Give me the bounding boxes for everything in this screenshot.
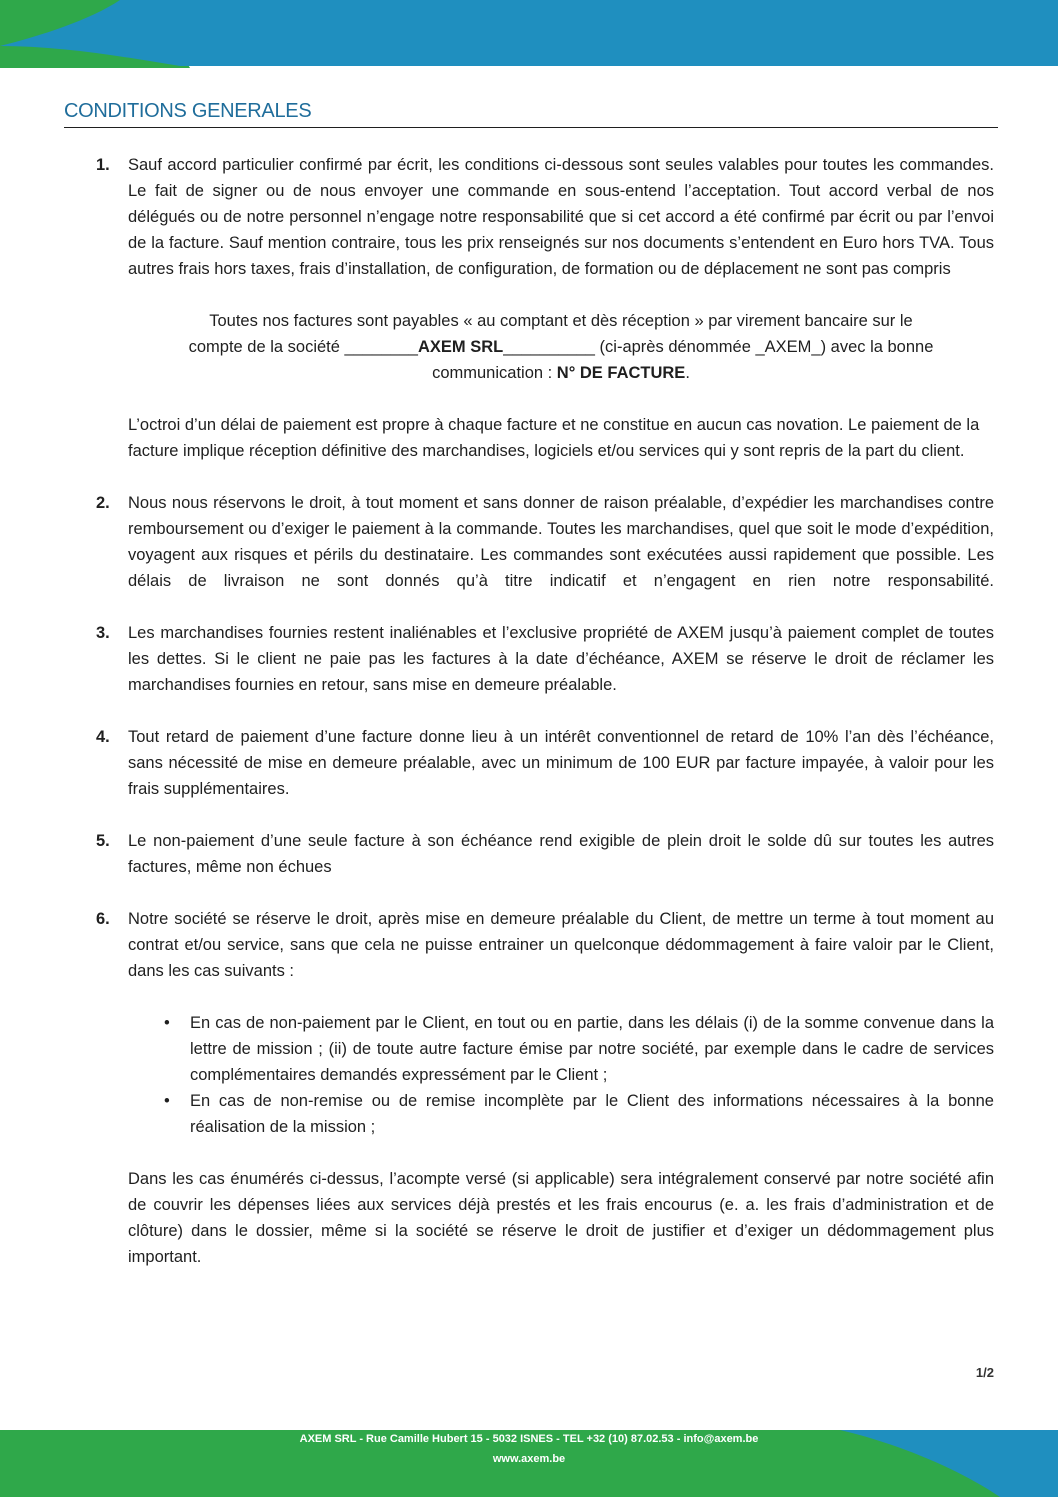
term-text: Notre société se réserve le droit, après mise en demeure préalable du Client, de mettre un terme à tout moment au contrat et/ou service, sans que cela ne puisse entrainer un quelconque dédommagement à faire valoir par le Client, dans les cas suivants : [128,910,994,980]
term-number: 4. [96,728,110,746]
payment-line-3 [128,360,994,386]
term-number: 1. [96,156,110,174]
header-band [0,0,1058,68]
list-item-text: En cas de non-paiement par le Client, en tout ou en partie, dans les délais (i) de la somme convenue dans la lettre de mission ; (ii) de toute autre facture émise par notre société, par exemple dans le cadre de services complémentaires demandés expressément par le Client ; [190,1014,994,1084]
term-number: 6. [96,910,110,928]
term-number: 3. [96,624,110,642]
page-number: 1/2 [975,1365,994,1380]
footer-contact: AXEM SRL - Rue Camille Hubert 15 - 5032 ISNES - TEL +32 (10) 87.02.53 - info@axem.be [299,1433,759,1445]
term-item-5 [96,828,994,880]
payment-reference: N° DE FACTURE [556,364,686,382]
term-item-4 [96,724,994,802]
payment-line-3a: communication : [432,364,557,382]
term-item-6 [96,906,994,1270]
term-text: Tout retard de paiement d’une facture donne lieu à un intérêt conventionnel de retard de 10% l’an dès l’échéance, sans nécessité de mise en demeure préalable, avec un minimum de 100 EUR par facture impayée, à valoir pour les frais supplémentaires. [128,728,994,798]
blank-line: __________ [503,338,595,356]
payment-line-2b: (ci-après dénommée _AXEM_) avec la bonne [594,338,934,356]
bullet-icon: • [164,1092,170,1110]
payment-line-2 [128,334,994,360]
bullet-icon: • [164,1014,170,1032]
term-text: Le non-paiement d’une seule facture à son échéance rend exigible de plein droit le solde dû sur toutes les autres factures, même non échues [128,832,994,876]
term-number: 5. [96,832,110,850]
page-title: CONDITIONS GENERALES [64,100,998,128]
termination-cases-list [128,1010,994,1140]
payment-line-1: Toutes nos factures sont payables « au comptant et dès réception » par virement bancaire sur le [209,312,913,330]
payment-line-3b: . [685,364,690,382]
company-name: AXEM SRL [417,338,504,356]
term-text-secondary: L’octroi d’un délai de paiement est propre à chaque facture et ne constitue en aucun cas novation. Le paiement de la facture implique réception définitive des marchandises, logiciels et/ou services qui y sont repris de la part du client. [128,416,980,460]
payment-line-2a: compte de la société [188,338,345,356]
list-item [164,1010,994,1088]
terms-body [96,152,994,1270]
term-number: 2. [96,494,110,512]
payment-instructions [128,308,994,386]
term-item-1 [96,152,994,464]
footer-website: www.axem.be [492,1453,566,1465]
term-text: Les marchandises fournies restent inaliénables et l’exclusive propriété de AXEM jusqu’à paiement complet de toutes les dettes. Si le client ne paie pas les factures à la date d’échéance, AXEM se réserve le droit de réclamer les marchandises fournies en retour, sans mise en demeure préalable. [128,624,994,694]
term-text: Nous nous réservons le droit, à tout moment et sans donner de raison préalable, d’expédier les marchandises contre remboursement ou d’exiger le paiement à la commande. Toutes les marchandises, quel que soit le mode d’expédition, voyagent aux risques et périls du destinataire. Les commandes sont exécutées aussi rapidement que possible. Les délais de livraison ne sont donnés qu’à titre indicatif et n’engagent en rien notre responsabilité. [128,494,994,590]
list-item-text: En cas de non-remise ou de remise incomplète par le Client des informations nécessaires à la bonne réalisation de la mission ; [190,1092,994,1136]
blank-line: ________ [344,338,418,356]
term-item-3 [96,620,994,698]
header-blue-shape-main [0,0,1058,66]
term-item-2 [96,490,994,594]
term-text-secondary: Dans les cas énumérés ci-dessus, l’acompte versé (si applicable) sera intégralement conservé par notre société afin de couvrir les dépenses liées aux services déjà prestés et les frais encourus (e. a. les frais d’administration et de clôture) dans le dossier, même si la société se réserve le droit de justifier et d’exiger un dédommagement plus important. [128,1170,994,1266]
term-text: Sauf accord particulier confirmé par écrit, les conditions ci-dessous sont seules valables pour toutes les commandes. Le fait de signer ou de nous envoyer une commande en sous-entend l’acceptation. Tout accord verbal de nos délégués ou de notre personnel n’engage notre responsabilité que si cet accord a été confirmé par écrit ou par l’envoi de la facture. Sauf mention contraire, tous les prix renseignés sur nos documents s’entendent en Euro hors TVA. Tous autres frais hors taxes, frais d’installation, de configuration, de formation ou de déplacement ne sont pas compris [128,156,994,278]
list-item [164,1088,994,1140]
